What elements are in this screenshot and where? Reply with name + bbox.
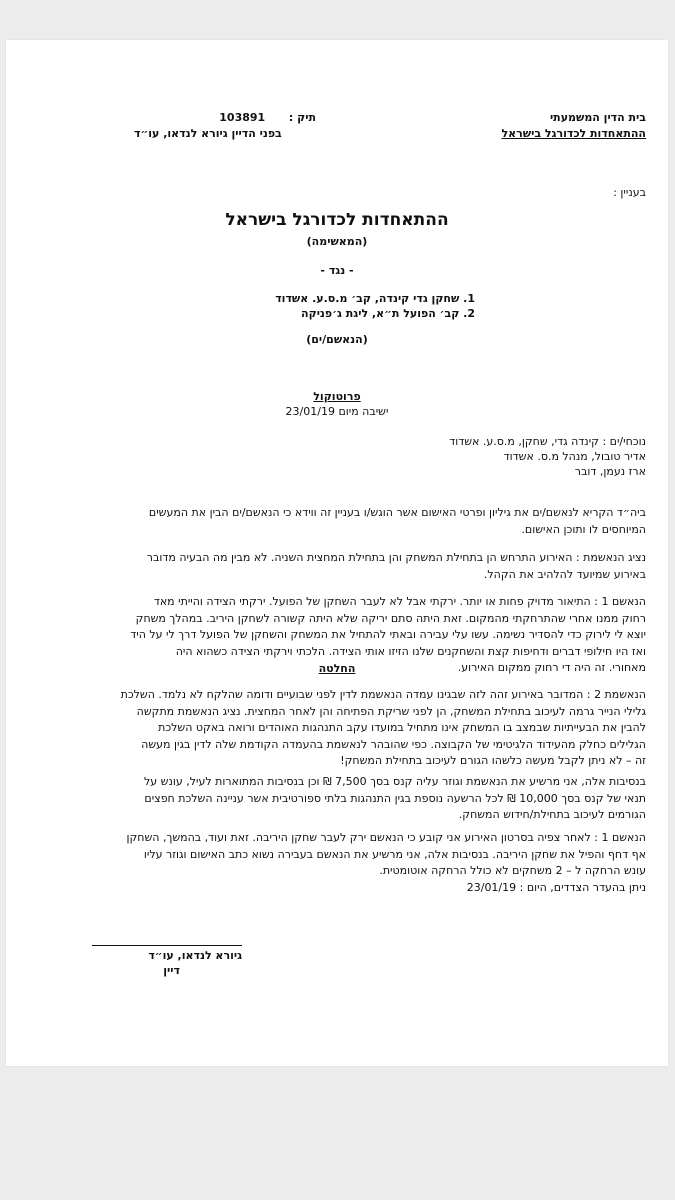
text-line: רחוק ממנו אחרי שהתרחקתי מהמקום. זאת היתה סתם יריקה שלא היתה קשורה לשחקן היריב. במהלך משחק [135, 611, 646, 625]
text-line: ניתן בהעדר הצדדים, היום : 23/01/19 [466, 880, 646, 894]
document-page [6, 40, 668, 1066]
protocol-title: פרוטוקול [313, 390, 361, 403]
text-line: עונש הרחקה ל – 2 משחקים לא כולל הרחקה אוטומטית. [379, 864, 646, 877]
judge-line: בפני הדיין גיורא לנדאו, עו״ד [134, 127, 282, 140]
paragraph-defendant-2-decision [16, 687, 646, 770]
text-line: להבין את הבעייתיות שבמצב בו המשחק אינו מתחיל במועדו עקב התנהגות האוהדים ורואה באקט השלכת [158, 721, 646, 734]
defendant-2: 2. קב׳ הפועל ת״א, ליגת ג׳פניקה [301, 307, 475, 320]
text-line: ואז היו חילופי דברים ודחיפות קצת והשחקנים שלנו הזיזו אותי הצידה. הלכתי וירקתי הצידה כשהוא היה [175, 644, 646, 658]
text-line: אף דחף והפיל את שחקן היריבה. בנסיבות אלה, אני מרשיע את הנאשם בעבירה נשוא כתב האישום וגוזר עליו [143, 847, 646, 861]
text-line: בנסיבות אלה, אני מרשיע את הנאשמת וגוזר עליה קנס בסך 7,500 ₪ וכן בנסיבות המתוארות לעיל, עונש על [144, 775, 646, 788]
paragraph-reading [16, 505, 646, 538]
text-line: זה – לא ניתן לקבל מעשה כלשהו הגורם לעיכוב בתחילת המשחק! [340, 754, 646, 767]
paragraph-accused-rep [16, 550, 646, 583]
text-line: גלילי הנייר גרמה לעיכוב בתחילת המשחק, הן לפני שריקת הפתיחה והן לאחר המחצית. נציג הנאשמת מתקשה [136, 704, 646, 718]
text-line: נציג הנאשמת : האירוע התרחש הן בתחילת המשחק והן בתחילת המחצית השניה. לא מבין מה הבעיה מדובר [146, 551, 646, 564]
subject-label: בעניין : [613, 186, 646, 199]
court-name: בית הדין המשמעתי [549, 111, 646, 124]
text-line: יוצא לי לירוק כדי להסדיר נשימה. עשו עלי עבירה ובאתי להתחיל את המשחק והשחקן של הפועל דרך לי על היד [130, 628, 646, 641]
signature-line [92, 945, 242, 946]
defendants-role: (הנאשם/ים) [306, 333, 368, 346]
present-line-3: ארז נעמן, דובר [574, 465, 646, 478]
federation-header: ההתאחדות לכדורגל בישראל [501, 127, 646, 140]
present-line-2: אדיר טובול, מנהל מ.ס. אשדוד [503, 450, 646, 463]
text-line: הגורמים לעיכוב בתחילת/חידוש המשחק. [458, 808, 646, 821]
text-line: הנאשם 1 : התיאור מדויק פחות או יותר. ירקתי אבל לא לעבר השחקן של הפועל. ירקתי הצידה והייתי מאד [153, 595, 646, 608]
case-number: 103891 [219, 111, 266, 124]
prosecutor-role: (המאשימה) [306, 235, 368, 248]
defendant-1: 1. שחקן גדי קינדה, קב׳ מ.ס.ע. אשדוד [275, 292, 475, 305]
paragraph-sentence-2 [16, 774, 646, 824]
case-label: תיק : [288, 111, 316, 124]
versus-label: - נגד - [320, 264, 354, 277]
text-line: הנאשמת 2 : המדובר באירוע זהה לזה שבגינו עמדה הנאשמת לדין לפני שבועיים ודומה שהלקח לא נלמד. השלכת [120, 688, 646, 701]
case-line [116, 111, 316, 127]
text-line: מאחורי. זה היה די רחוק ממקום האירוע. [457, 661, 646, 674]
text-line: ביה״ד הקריא לנאשם/ים את גיליון ופרטי האישום אשר הוגש/ו בעניין זה ווידא כי הנאשם/ים הבין את המעשים [148, 506, 646, 519]
text-line: הגלילים כחלק מהעידוד הלגיטימי של הקבוצה. כפי שהובהר לנאשמת בהעמדה הקודמת שלה לדין בגין מעשה [141, 737, 646, 751]
text-line: באירוע שמיועד להלהיב את הקהל. [483, 567, 646, 581]
text-line: תנאי של קנס בסך 10,000 ₪ לכל הרשעה נוספת בגין התנהגות בלתי ספורטיבית אשר עניינה השלכת חפצים [144, 791, 646, 805]
text-line: המיוחסים לו ותוכן האישום. [521, 522, 646, 536]
paragraph-defendant-1-decision [16, 830, 646, 896]
session-date: ישיבה מיום 23/01/19 [285, 405, 389, 418]
signature-name: גיורא לנדאו, עו״ד [148, 949, 242, 962]
signature-role: דיין [163, 964, 180, 977]
prosecutor-title: ההתאחדות לכדורגל בישראל [225, 210, 449, 230]
text-line: הנאשם 1 : לאחר צפיה בסרטון האירוע אני קובע כי הנאשם ירק לעבר שחקן היריבה. זאת ועוד, בהמשך, השחקן [126, 831, 646, 844]
present-line-1: נוכחי/ים : קינדה גדי, שחקן, מ.ס.ע. אשדוד [449, 435, 646, 448]
decision-title: החלטה [318, 662, 356, 675]
